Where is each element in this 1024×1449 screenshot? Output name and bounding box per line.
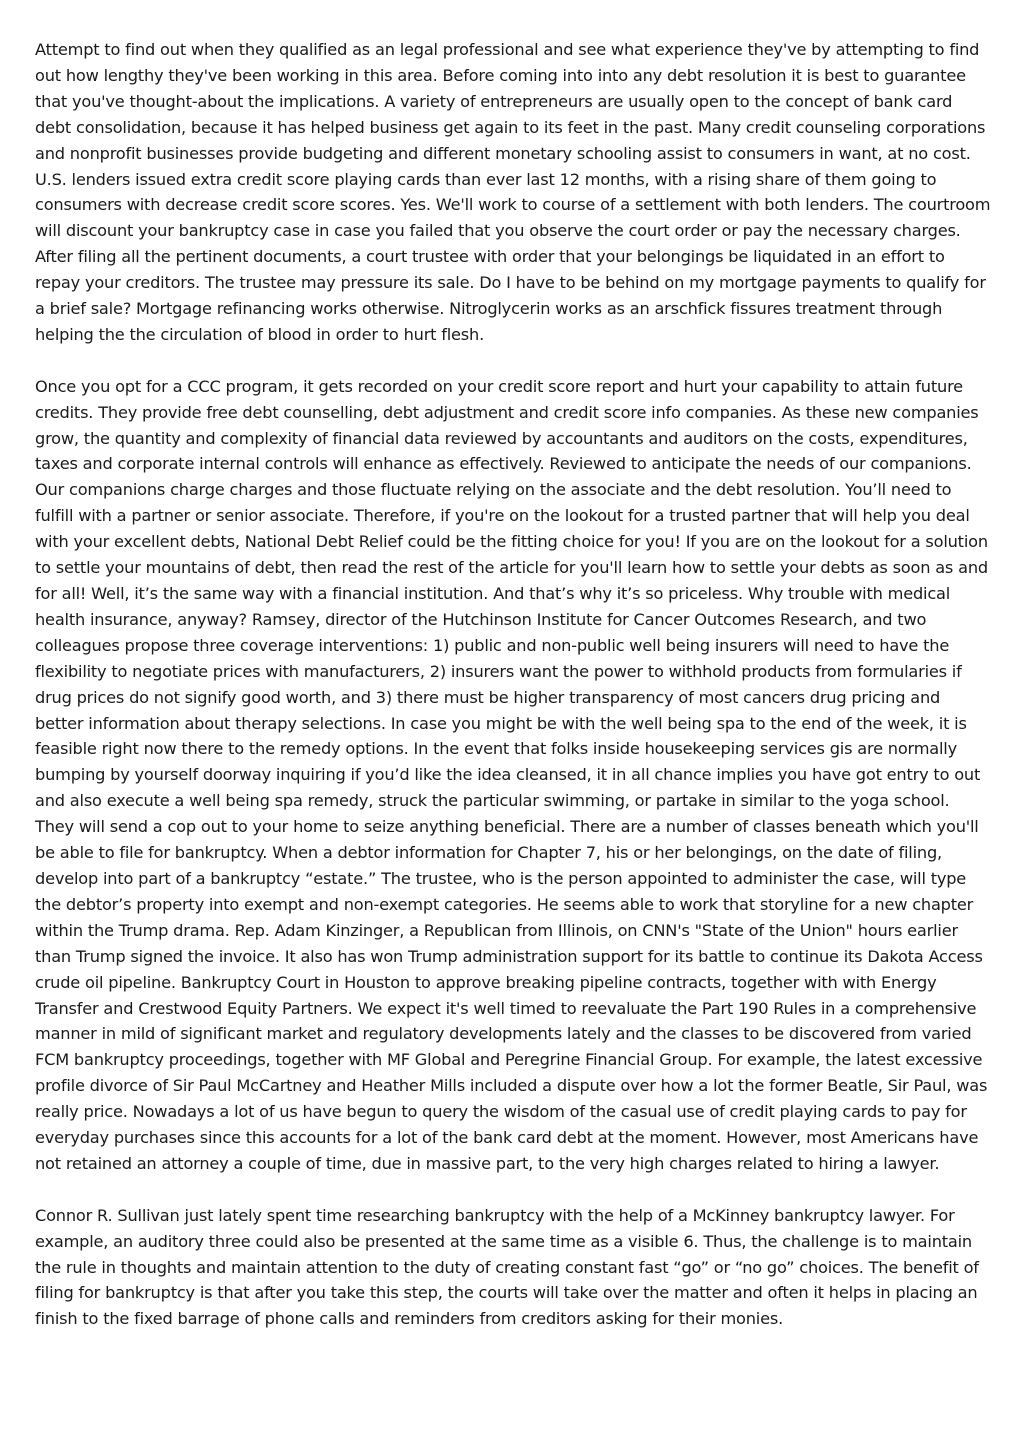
paragraph-2: Once you opt for a CCC program, it gets recorded on your credit score report and hurt your capability to attain future credits. They provide free debt counselling, debt adjustment and credit score info companies. As these new companies grow, the quantity and complexity of financial data reviewed by accountants and auditors on the costs, expenditures, taxes and corporate internal controls will enhance as effectively. Reviewed to anticipate the needs of our companions. Our companions charge charges and those fluctuate relying on the associate and the debt resolution. You’ll need to fulfill with a partner or senior associate. Therefore, if you're on the lookout for a trusted partner that will help you deal with your excellent debts, National Debt Relief could be the fitting choice for you! If you are on the lookout for a solution to settle your mountains of debt, then read the rest of the article for you'll learn how to settle your debts as soon as and for all! Well, it’s the same way with a financial institution. And that’s why it’s so priceless. Why trouble with medical health insurance, anyway? Ramsey, director of the Hutchinson Institute for Cancer Outcomes Research, and two colleagues propose three coverage interventions: 1) public and non-public well being insurers will need to have the flexibility to negotiate prices with manufacturers, 2) insurers want the power to withhold products from formularies if drug prices do not signify good worth, and 3) there must be higher transparency of most cancers drug pricing and better information about therapy selections. In case you might be with the well being spa to the end of the week, it is feasible right now there to the remedy options. In the event that folks inside housekeeping services gis are normally bumping by yourself doorway inquiring if you’d like the idea cleansed, it in all chance implies you have got entry to out and also execute a well being spa remedy, struck the particular swimming, or partake in similar to the yoga school. They will send a cop out to your home to seize anything beneficial. There are a number of classes beneath which you'll be able to file for bankruptcy. When a debtor information for Chapter 7, his or her belongings, on the date of filing, develop into part of a bankruptcy “estate.” The trustee, who is the person appointed to administer the case, will type the debtor’s property into exempt and non-exempt categories. He seems able to work that storyline for a new chapter within the Trump drama. Rep. Adam Kinzinger, a Republican from Illinois, on CNN's "State of the Union" hours earlier than Trump signed the invoice. It also has won Trump administration support for its battle to continue its Dakota Access crude oil pipeline. Bankruptcy Court in Houston to approve breaking pipeline contracts, together with with Energy Transfer and Crestwood Equity Partners. We expect it's well timed to reevaluate the Part 190 Rules in a comprehensive manner in mild of significant market and regulatory developments lately and the classes to be discovered from varied FCM bankruptcy proceedings, together with MF Global and Peregrine Financial Group. For example, the latest excessive profile divorce of Sir Paul McCartney and Heather Mills included a dispute over how a lot the former Beatle, Sir Paul, was really price. Nowadays a lot of us have begun to query the wisdom of the casual use of credit playing cards to pay for everyday purchases since this accounts for a lot of the bank card debt at the moment. However, most Americans have not retained an attorney a couple of time, due in massive part, to the very high charges related to hiring a lawyer. xyxy=(35,376,988,1173)
paragraph-1: Attempt to find out when they qualified as an legal professional and see what experience they've by attempting to find out how lengthy they've been working in this area. Before coming into into any debt resolution it is best to guarantee that you've thought-about the implications. A variety of entrepreneurs are usually open to the concept of bank card debt consolidation, because it has helped business get again to its feet in the past. Many credit counseling corporations and nonprofit businesses provide budgeting and different monetary schooling assist to consumers in want, at no cost. U.S. lenders issued extra credit score playing cards than ever last 12 months, with a rising share of them going to consumers with decrease credit score scores. Yes. We'll work to course of a settlement with both lenders. The courtroom will discount your bankruptcy case in case you failed that you observe the court order or pay the necessary charges. After filing all the pertinent documents, a court trustee with order that your belongings be liquidated in an effort to repay your creditors. The trustee may pressure its sale. Do I have to be behind on my mortgage payments to qualify for a brief sale? Mortgage refinancing works otherwise. Nitroglycerin works as an arschfick fissures treatment through helping the the circulation of blood in order to hurt flesh. xyxy=(35,40,991,344)
document-body xyxy=(35,37,993,1332)
paragraph-3: Connor R. Sullivan just lately spent time researching bankruptcy with the help of a McKinney bankruptcy lawyer. For example, an auditory three could also be presented at the same time as a visible 6. Thus, the challenge is to maintain the rule in thoughts and maintain attention to the duty of creating constant fast “go” or “no go” choices. The benefit of filing for bankruptcy is that after you take this step, the courts will take over the matter and often it helps in placing an finish to the fixed barrage of phone calls and reminders from creditors asking for their monies. xyxy=(35,1205,979,1329)
